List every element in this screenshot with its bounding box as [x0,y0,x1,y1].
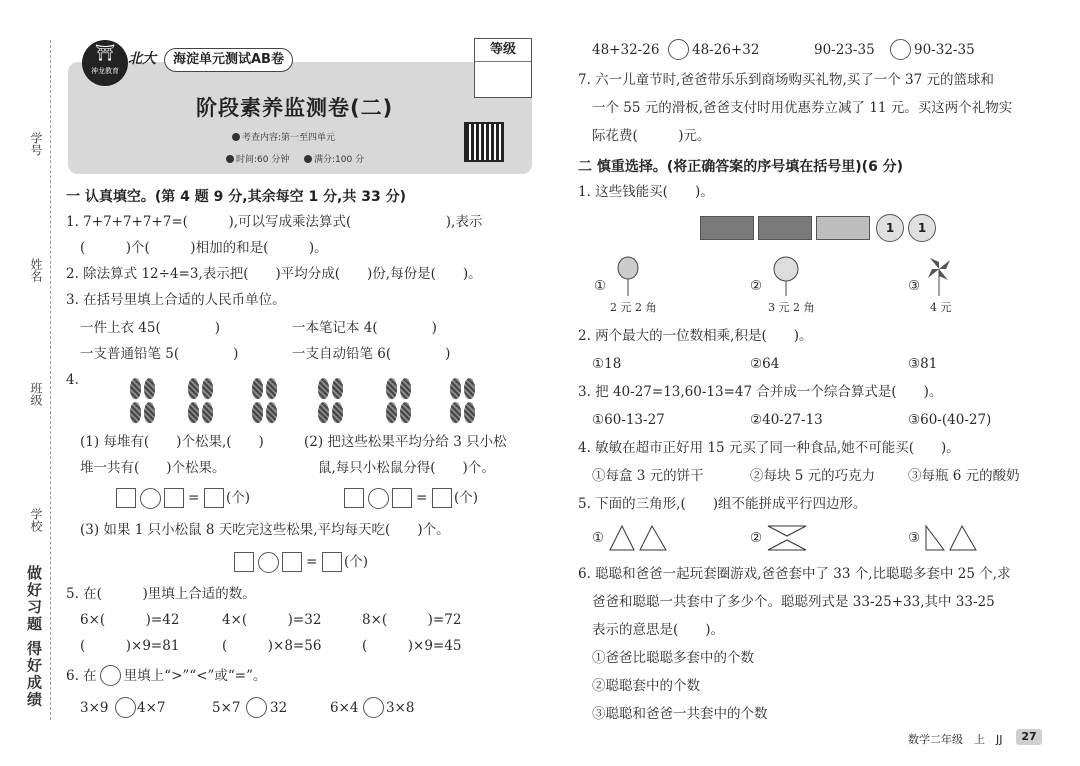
c6-line-a: 6. 聪聪和爸爸一起玩套圈游戏,爸爸套中了 33 个,比聪聪多套中 25 个,求 [578,566,1011,582]
pinwheel-icon [926,256,952,296]
section-1-heading: 一 认真填空。(第 4 题 9 分,其余每空 1 分,共 33 分) [66,189,407,205]
q6-top-expr: 90-32-35 [914,42,975,58]
series-name: 海淀单元测试AB卷 [164,48,293,72]
q6-expr: 3×8 [386,700,415,716]
q3: 3. 在括号里填上合适的人民币单位。 [66,292,286,308]
q5-r1-a: 6×( )=42 [80,612,180,628]
q6-top-expr: 90-23-35 [814,42,875,58]
q3-item-a: 一件上衣 45( ) [80,320,221,336]
answer-box[interactable] [234,552,254,572]
q6-example-circle [100,665,121,686]
c4-opt: ②每块 5 元的巧克力 [750,468,876,484]
c1-price: 2 元 2 角 [610,301,657,314]
qr-code[interactable] [464,122,504,162]
q6-expr: 4×7 [137,700,166,716]
section-2-heading: 二 慎重选择。(将正确答案的序号填在括号里)(6 分) [578,159,904,175]
q1-line-a: 1. 7+7+7+7+7=( ),可以写成乘法算式( ),表示 [66,214,483,230]
compare-circle[interactable] [890,39,911,60]
triangle-pair-3-icon [924,524,978,552]
c1-price: 4 元 [930,301,952,314]
page-number: 27 [1016,729,1042,745]
lollipop-icon [772,256,800,296]
c5-opt-label: ② [750,530,763,546]
publisher-logo: ⛩ 神龙教育 [82,40,128,86]
triangle-pair-2-icon [766,524,808,552]
q5-r2-a: ( )×9=81 [80,638,180,654]
q4-3: (3) 如果 1 只小松鼠 8 天吃完这些松果,平均每天吃( )个。 [80,522,450,538]
c1-opt-label: ① [594,278,607,294]
c1-opt-label: ③ [908,278,921,294]
q6-expr: 3×9 [80,700,109,716]
time-text: 时间:60 分钟 [226,152,289,165]
q7-line-b: 一个 55 元的滑板,爸爸支付时用优惠券立减了 11 元。买这两个礼物实 [592,100,1013,116]
binding-line [50,40,52,720]
q6-top-expr: 48-26+32 [692,42,760,58]
c2: 2. 两个最大的一位数相乘,积是( )。 [578,328,813,344]
answer-box[interactable] [322,552,342,572]
q4-1-line-b: 堆一共有( )个松果。 [80,460,226,476]
c1: 1. 这些钱能买( )。 [578,184,714,200]
c4-opt: ③每瓶 6 元的酸奶 [908,468,1020,484]
answer-box[interactable] [432,488,452,508]
q5-r1-c: 8×( )=72 [362,612,462,628]
coin: 1 [876,214,904,242]
c6-opt: ②聪聪套中的个数 [592,678,700,694]
compare-circle[interactable] [246,697,267,718]
balloon-icon [616,256,640,296]
q3-item-c: 一支普通铅笔 5( ) [80,346,239,362]
q4-2-line-a: (2) 把这些松果平均分给 3 只小松 [304,434,507,450]
answer-box[interactable] [204,488,224,508]
q6: 6. 在 里填上“>”“<”或“=”。 [66,668,267,684]
banknote [758,216,812,240]
q3-item-b: 一本笔记本 4( ) [292,320,437,336]
q6-expr: 5×7 [212,700,241,716]
q4-number: 4. [66,372,79,388]
c5-opt-label: ① [592,530,605,546]
banknote [816,216,870,240]
school-label: 学校 [29,508,43,532]
q6-expr: 32 [270,700,288,716]
compare-circle[interactable] [363,697,384,718]
q4-1-line-a: (1) 每堆有( )个松果,( ) [80,434,264,450]
c2-opt: ①18 [592,356,622,372]
class-label: 班级 [29,382,43,406]
grade-label: 等级 [475,39,531,62]
coin: 1 [908,214,936,242]
c3-opt: ③60-(40-27) [908,412,992,428]
banknote [700,216,754,240]
footer-course: 数学二年级 上 JJ [908,733,1003,746]
c2-opt: ③81 [908,356,938,372]
q6-top-expr: 48+32-26 [592,42,660,58]
page-title: 阶段素养监测卷(二) [196,96,394,120]
answer-box[interactable] [282,552,302,572]
q5-r1-b: 4×( )=32 [222,612,322,628]
compare-circle[interactable] [668,39,689,60]
c6-opt: ①爸爸比聪聪多套中的个数 [592,650,754,666]
answer-box[interactable] [164,488,184,508]
c2-opt: ②64 [750,356,780,372]
c1-opt-label: ② [750,278,763,294]
c3-opt: ①60-13-27 [592,412,665,428]
q4-2-line-b: 鼠,每只小松鼠分得( )个。 [318,460,495,476]
c6-line-c: 表示的意思是( )。 [592,622,725,638]
c4: 4. 敏敏在超市正好用 15 元买了同一种食品,她不可能买( )。 [578,440,960,456]
answer-box[interactable] [392,488,412,508]
q1-line-b: ( )个( )相加的和是( )。 [80,240,328,256]
q3-item-d: 一支自动铅笔 6( ) [292,346,451,362]
c5: 5. 下面的三角形,( )组不能拼成平行四边形。 [578,496,867,512]
full-score-text: 满分:100 分 [304,152,364,165]
brand: 北大 [128,51,156,67]
slogan: 做好习题 得好成绩 [25,565,43,709]
q5: 5. 在( )里填上合适的数。 [66,586,256,602]
c5-opt-label: ③ [908,530,921,546]
c6-line-b: 爸爸和聪聪一共套中了多少个。聪聪列式是 33-25+33,其中 33-25 [592,594,995,610]
c6-opt: ③聪聪和爸爸一共套中的个数 [592,706,768,722]
c4-opt: ①每盒 3 元的饼干 [592,468,704,484]
q7-line-c: 际花费( )元。 [592,128,711,144]
operator-circle[interactable] [140,488,161,509]
answer-box[interactable] [344,488,364,508]
compare-circle[interactable] [115,697,136,718]
q6-expr: 6×4 [330,700,359,716]
scope-text: 考查内容:第一至四单元 [232,130,335,143]
triangle-pair-1-icon [608,524,668,552]
q5-r2-c: ( )×9=45 [362,638,462,654]
operator-circle[interactable] [368,488,389,509]
grade-box [474,38,532,98]
q7-line-a: 7. 六一儿童节时,爸爸带乐乐到商场购买礼物,买了一个 37 元的篮球和 [578,72,995,88]
c1-price: 3 元 2 角 [768,301,815,314]
q5-r2-b: ( )×8=56 [222,638,322,654]
c3-opt: ②40-27-13 [750,412,823,428]
q2: 2. 除法算式 12÷4=3,表示把( )平均分成( )份,每份是( )。 [66,266,482,282]
answer-box[interactable] [116,488,136,508]
student-id-label: 学号 [29,132,43,156]
c3: 3. 把 40-27=13,60-13=47 合并成一个综合算式是( )。 [578,384,943,400]
operator-circle[interactable] [258,552,279,573]
name-label: 姓名 [29,258,43,282]
